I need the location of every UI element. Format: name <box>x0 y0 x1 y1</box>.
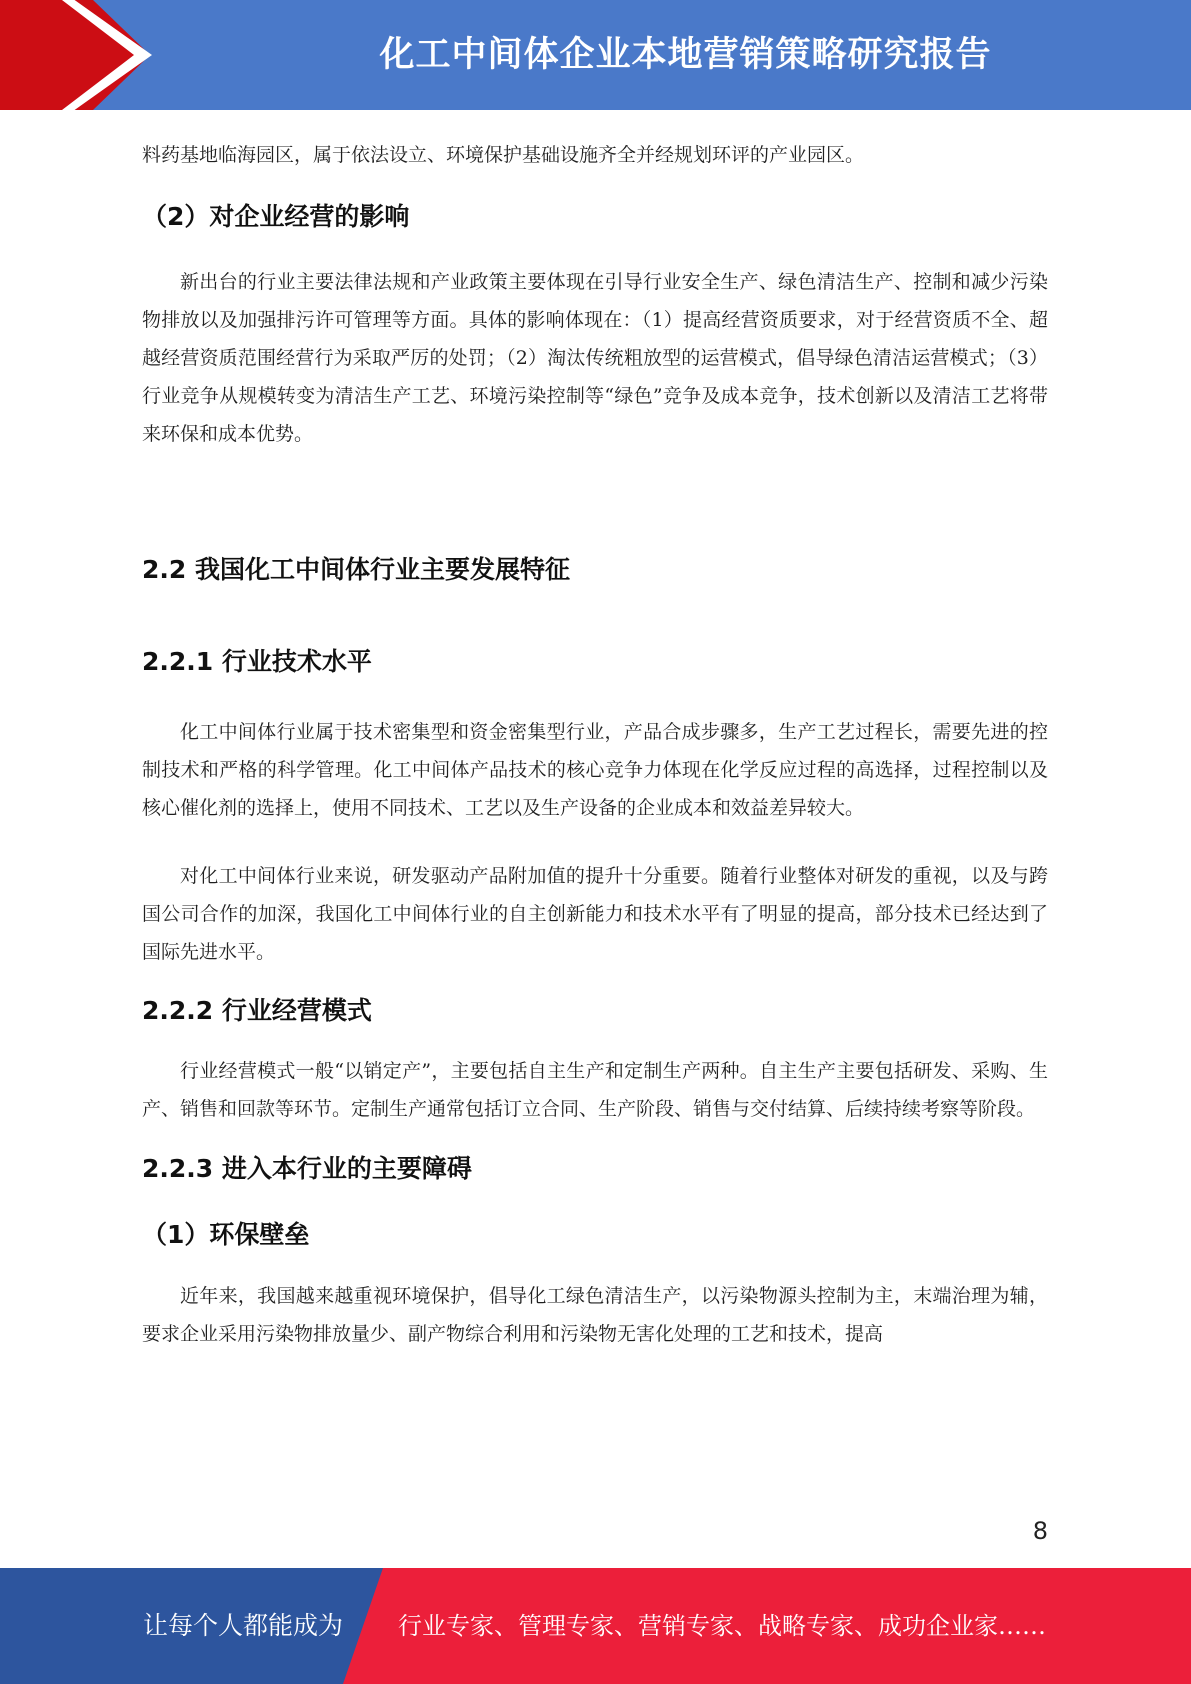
subheading-env-barrier: （1）环保壁垒 <box>142 1220 310 1249</box>
paragraph-tech-level: 化工中间体行业属于技术密集型和资金密集型行业，产品合成步骤多，生产工艺过程长，需要先进的控制技术和严格的科学管理。化工中间体产品技术的核心竞争力体现在化学反应过程的高选择，过程控制以及核心催化剂的选择上，使用不同技术、工艺以及生产设备的企业成本和效益差异较大。 <box>142 721 1048 819</box>
subheading-business-impact: （2）对企业经营的影响 <box>142 202 410 231</box>
section-heading-2-2-1: 2.2.1 行业技术水平 <box>142 647 372 676</box>
footer-slogan-right: 行业专家、管理专家、营销专家、战略专家、成功企业家…… <box>398 1612 1046 1640</box>
header-red-arrow-shape <box>0 0 150 110</box>
footer-slogan-left: 让每个人都能成为 <box>143 1611 344 1640</box>
page-title: 化工中间体企业本地营销策略研究报告 <box>379 35 992 75</box>
page-header <box>0 0 1191 110</box>
paragraph-policy-impact: 新出台的行业主要法律法规和产业政策主要体现在引导行业安全生产、绿色清洁生产、控制和减少污染物排放以及加强排污许可管理等方面。具体的影响体现在：（1）提高经营资质要求，对于经营资质不全、超越经营资质范围经营行为采取严厉的处罚；（2）淘汰传统粗放型的运营模式，倡导绿色清洁运营模式；（3）行业竞争从规模转变为清洁生产工艺、环境污染控制等“绿色”竞争及成本竞争，技术创新以及清洁工艺将带来环保和成本优势。 <box>142 271 1048 445</box>
paragraph-rnd: 对化工中间体行业来说，研发驱动产品附加值的提升十分重要。随着行业整体对研发的重视，以及与跨国公司合作的加深，我国化工中间体行业的自主创新能力和技术水平有了明显的提高，部分技术已经达到了国际先进水平。 <box>142 865 1048 963</box>
document-body <box>142 130 1048 1353</box>
section-heading-2-2-3: 2.2.3 进入本行业的主要障碍 <box>142 1154 472 1183</box>
paragraph-continued: 料药基地临海园区，属于依法设立、环境保护基础设施齐全并经规划环评的产业园区。 <box>142 144 865 166</box>
paragraph-env-protection: 近年来，我国越来越重视环境保护，倡导化工绿色清洁生产，以污染物源头控制为主，末端治理为辅，要求企业采用污染物排放量少、副产物综合利用和污染物无害化处理的工艺和技术，提高 <box>142 1285 1048 1345</box>
section-heading-2-2-2: 2.2.2 行业经营模式 <box>142 996 372 1025</box>
page-footer <box>0 1568 1191 1684</box>
section-heading-2-2: 2.2 我国化工中间体行业主要发展特征 <box>142 555 570 584</box>
paragraph-business-model: 行业经营模式一般“以销定产”，主要包括自主生产和定制生产两种。自主生产主要包括研发、采购、生产、销售和回款等环节。定制生产通常包括订立合同、生产阶段、销售与交付结算、后续持续考察等阶段。 <box>142 1060 1048 1120</box>
page-number: 8 <box>1032 1517 1048 1545</box>
